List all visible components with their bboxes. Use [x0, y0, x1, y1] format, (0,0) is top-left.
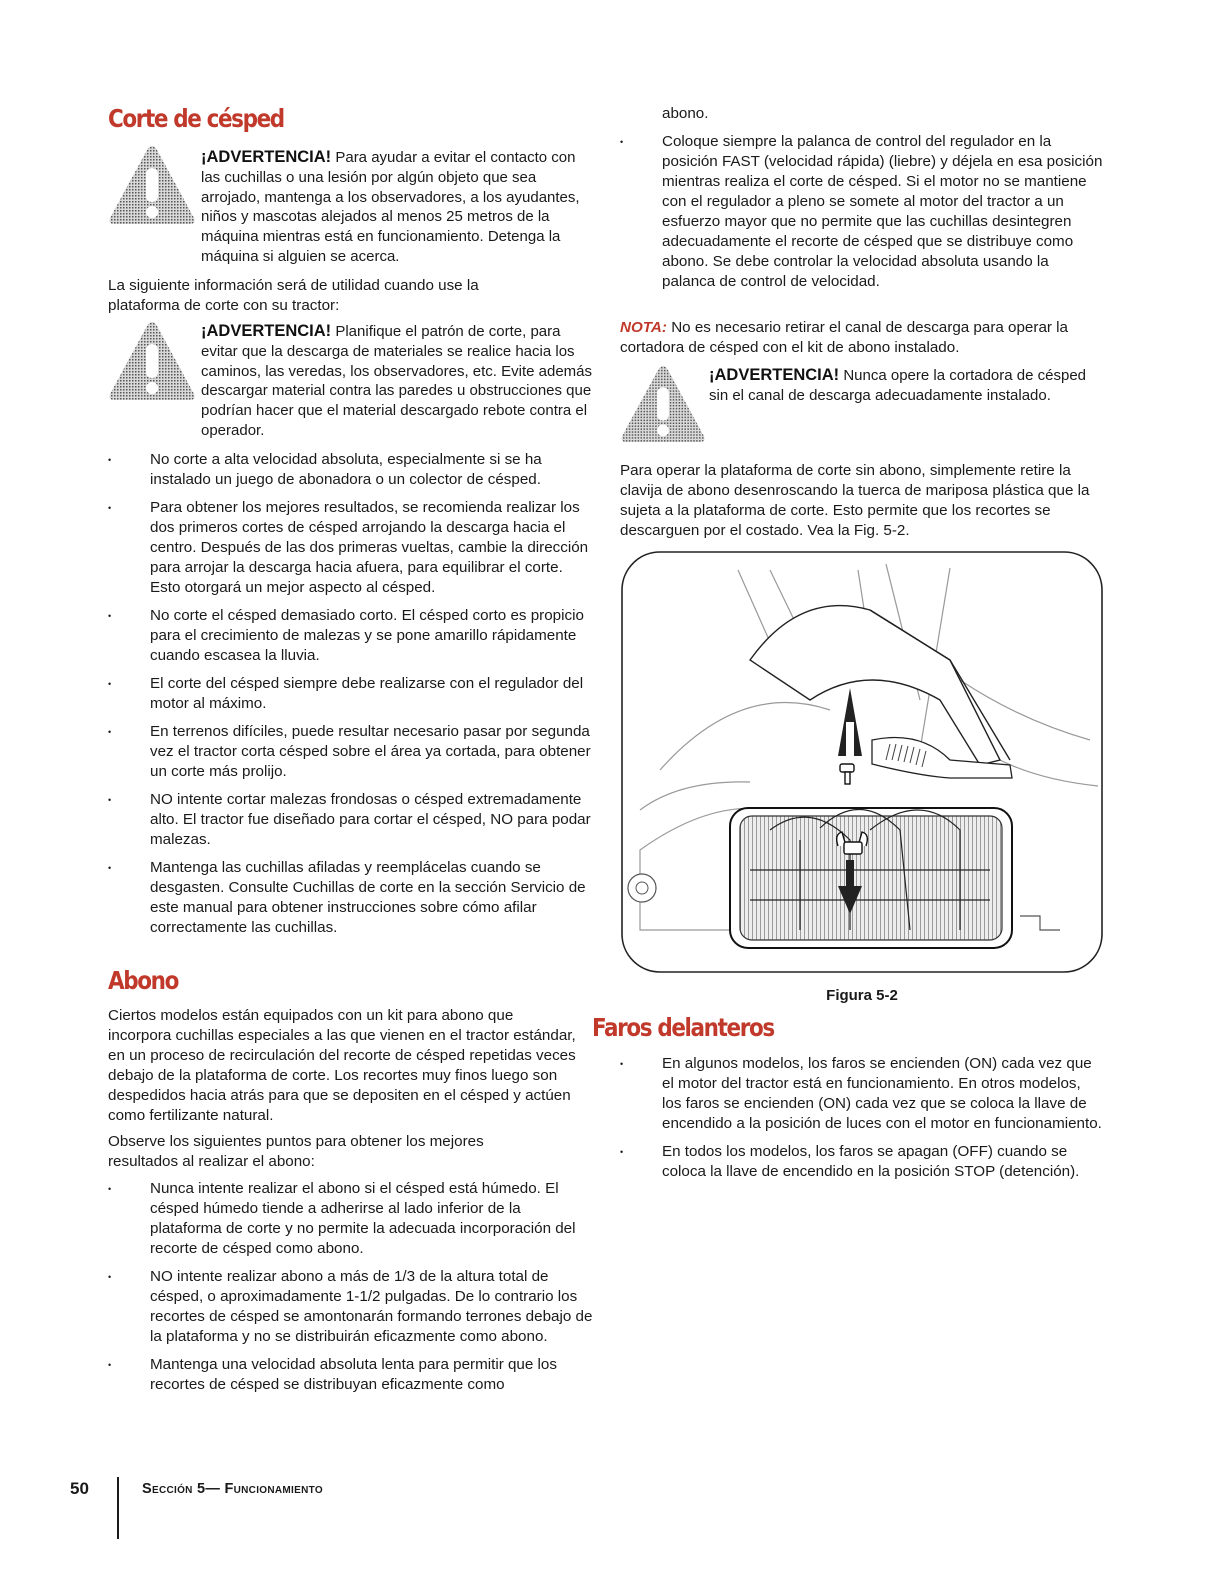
page-number: 50: [70, 1479, 89, 1498]
list-item: • El corte del césped siempre debe realizarse con el regulador del motor al máximo.: [108, 674, 596, 714]
list-item: • NO intente realizar abono a más de 1/3 de la altura total de césped, o aproximadamente 1-1/2 pulgadas. De lo contrario los recortes de césped se amontonarán formando terrones debajo de la plataforma y no se distribuirán eficazmente como abono.: [108, 1267, 596, 1347]
footer-divider: [117, 1477, 119, 1539]
figure-caption: Figura 5-2: [826, 987, 898, 1004]
intro-paragraph: La siguiente información será de utilidad cuando use la plataforma de corte con su tractor:: [108, 277, 479, 314]
warning-text: Planifique el patrón de corte, para evitar que la descarga de materiales se realice hacia los caminos, las veredas, los observadores, etc. Evite además descargar material contra las paredes u obstrucciones que podrían hacer que el material descargado rebote contra el operador.: [201, 323, 593, 439]
warning-title: ¡ADVERTENCIA!: [709, 366, 840, 384]
list-item: • En terrenos difíciles, puede resultar necesario pasar por segunda vez el tractor corta césped sobre el área ya cortada, para obtener un corte más prolijo.: [108, 722, 596, 782]
warning-text: Nunca opere la cortadora de césped sin el canal de descarga adecuadamente instalado.: [709, 367, 1087, 404]
page-footer: [0, 1479, 600, 1539]
section-label: Sección 5— Funcionamiento: [142, 1481, 323, 1497]
corte-bullet-list: [108, 450, 596, 938]
mulch-plug-illustration: [620, 550, 1104, 974]
figure-5-2: [620, 550, 1104, 974]
warning-triangle-icon: [108, 144, 196, 226]
faros-heading: Faros delanteros: [592, 1013, 774, 1042]
list-item: • En todos los modelos, los faros se apagan (OFF) cuando se coloca la llave de encendido en la posición STOP (detención).: [620, 1142, 1104, 1182]
abono-bullet-list: [108, 1179, 596, 1395]
warning-text: Para ayudar a evitar el contacto con las cuchillas o una lesión por algún objeto que sea arrojado, mantenga a los observadores, a los ayudantes, niños y mascotas alejados al menos 25 metros de la máquina mientras está en funcionamiento. Detenga la máquina si alguien se acerca.: [201, 149, 580, 265]
warning-triangle-icon: [620, 364, 706, 444]
warning-block-1: [108, 144, 596, 272]
list-item: • No corte el césped demasiado corto. El césped corto es propicio para el crecimiento de malezas y se pone amarillo rápidamente cuando escasea la lluvia.: [108, 606, 596, 666]
list-item: • Mantenga las cuchillas afiladas y reemplácelas cuando se desgasten. Consulte Cuchillas de corte en la sección Servicio de este manual para obtener instrucciones sobre cómo afilar correctamente las cuchillas.: [108, 858, 596, 938]
list-item: • Nunca intente realizar el abono si el césped está húmedo. El césped húmedo tiende a adherirse al lado inferior de la plataforma de corte y no permite la adecuada incorporación del recorte de césped como abono.: [108, 1179, 596, 1259]
list-item: • Coloque siempre la palanca de control del regulador en la posición FAST (velocidad rápida) (liebre) y déjela en esa posición mientras realiza el corte de césped. Si el motor no se mantiene con el regulador a pleno se somete al motor del tractor a un esfuerzo mayor que no permite que las cuchillas desintegren adecuadamente el recorte de césped que se distribuye como abono. Se debe controlar la velocidad absoluta usando la palanca de control de velocidad.: [620, 132, 1104, 292]
faros-bullet-list: [620, 1054, 1104, 1182]
nota-paragraph: [620, 318, 1104, 358]
continued-text: abono.: [662, 105, 709, 122]
abono-heading: Abono: [108, 966, 179, 995]
list-item: • Mantenga una velocidad absoluta lenta para permitir que los recortes de césped se distribuyan eficazmente como: [108, 1355, 596, 1395]
list-item: • Para obtener los mejores resultados, se recomienda realizar los dos primeros cortes de césped arrojando la descarga hacia el centro. Después de las dos primeras vueltas, cambie la dirección para arrojar la descarga hacia afuera, para equilibrar el corte. Esto otorgará un mejor aspecto al césped.: [108, 498, 596, 598]
nota-text: No es necesario retirar el canal de descarga para operar la cortadora de césped con el kit de abono instalado.: [620, 319, 1068, 356]
list-item: • En algunos modelos, los faros se encienden (ON) cada vez que el motor del tractor está en funcionamiento. En otros modelos, los faros se encienden (ON) cada vez que se coloca la llave de encendido a la posición de luces con el motor en funcionamiento.: [620, 1054, 1104, 1134]
nota-label: NOTA:: [620, 319, 667, 336]
warning-title: ¡ADVERTENCIA!: [201, 322, 332, 340]
list-item: • NO intente cortar malezas frondosas o césped extremadamente alto. El tractor fue diseñado para cortar el césped, NO para podar malezas.: [108, 790, 596, 850]
warning-title: ¡ADVERTENCIA!: [201, 148, 332, 166]
fast-bullet-list: [620, 132, 1104, 292]
list-item: • No corte a alta velocidad absoluta, especialmente si se ha instalado un juego de abonadora o un colector de césped.: [108, 450, 596, 490]
warning-triangle-icon: [108, 320, 196, 402]
corte-heading: Corte de césped: [108, 104, 284, 133]
warning-block-3: [620, 364, 1104, 448]
sin-abono-paragraph: Para operar la plataforma de corte sin abono, simplemente retire la clavija de abono desenroscando la tuerca de mariposa plástica que la sujeta a la plataforma de corte. Esto permite que los recortes se descarguen por el costado. Vea la Fig. 5-2.: [620, 462, 1090, 539]
abono-paragraph-1: Ciertos modelos están equipados con un kit para abono que incorpora cuchillas especiales a las que vienen en el tractor estándar, en un proceso de recirculación del recorte de césped repetidas veces debajo de la plataforma de corte. Los recortes muy finos luego son despedidos hacia atrás para que se depositen en el césped y actúen como fertilizante natural.: [108, 1007, 576, 1124]
warning-block-2: [108, 320, 596, 444]
abono-paragraph-2: Observe los siguientes puntos para obtener los mejores resultados al realizar el abono:: [108, 1133, 484, 1170]
